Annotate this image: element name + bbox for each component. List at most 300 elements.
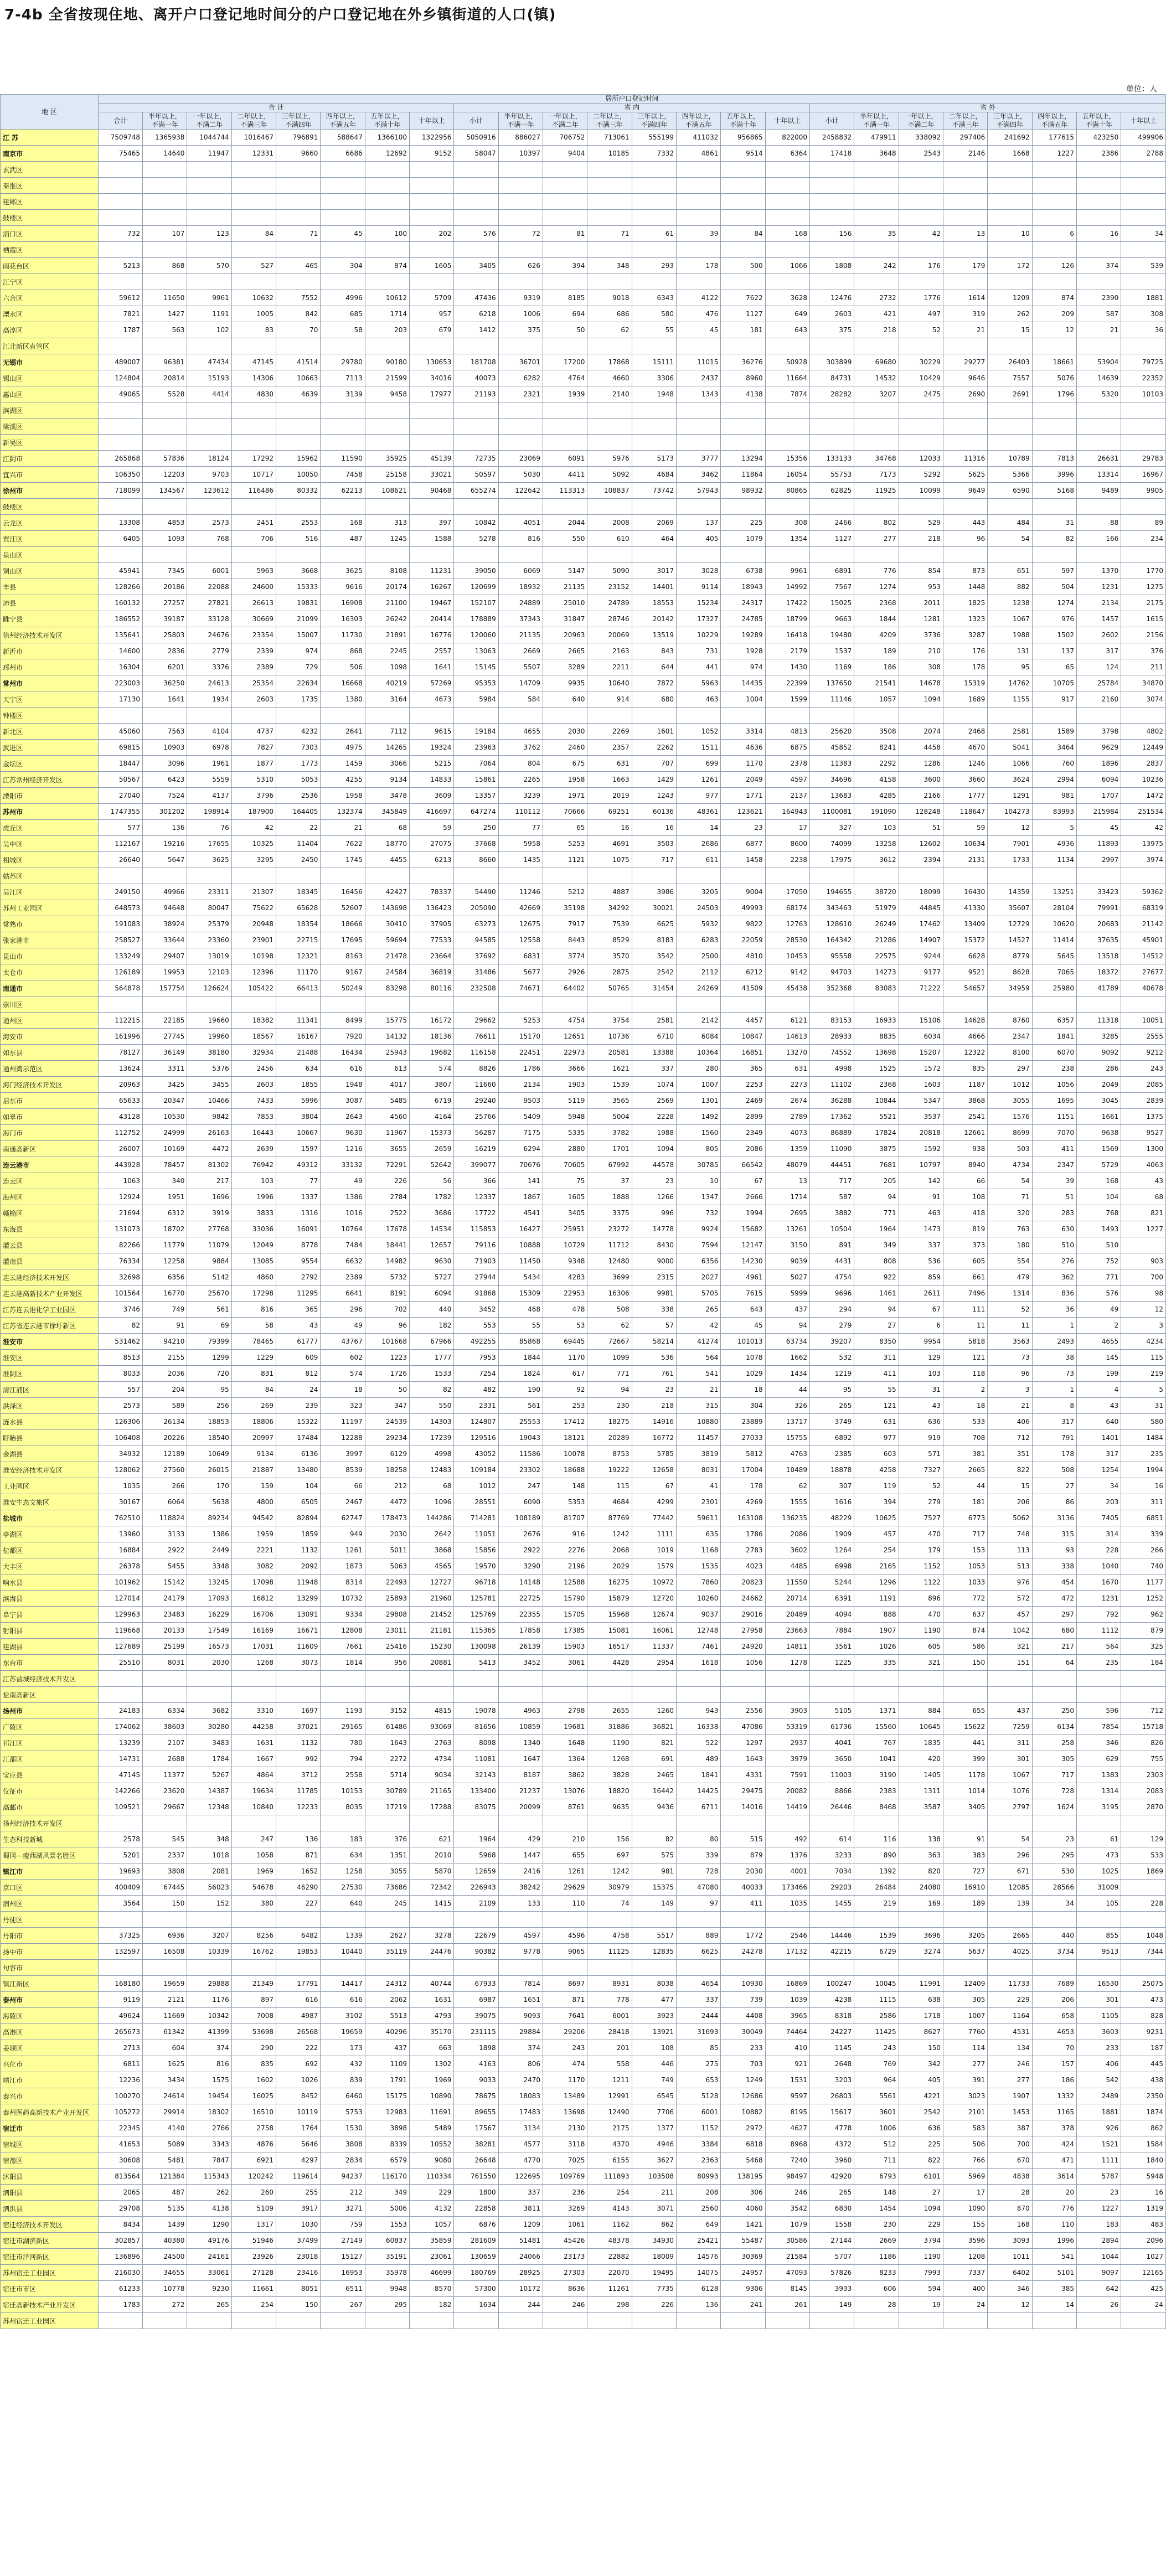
value-cell: 348 <box>187 1831 231 1847</box>
value-cell <box>231 194 276 210</box>
value-cell: 410 <box>765 2040 809 2056</box>
area-name: 响水县 <box>1 1574 99 1591</box>
value-cell: 2469 <box>721 1093 765 1109</box>
value-cell <box>410 997 454 1013</box>
value-cell: 45426 <box>543 2233 587 2249</box>
value-cell: 141 <box>498 1173 543 1189</box>
value-cell: 1168 <box>677 1542 721 1558</box>
value-cell: 239 <box>276 1398 321 1414</box>
value-cell: 28 <box>854 2297 899 2313</box>
area-name: 梁溪区 <box>1 419 99 435</box>
value-cell: 16510 <box>231 2104 276 2120</box>
value-cell: 8835 <box>854 1029 899 1045</box>
value-cell: 5434 <box>498 1269 543 1286</box>
table-row <box>1 467 1166 483</box>
value-cell: 17791 <box>276 1976 321 1992</box>
value-cell <box>1032 210 1076 226</box>
value-cell <box>410 435 454 451</box>
value-cell: 2175 <box>587 2120 632 2136</box>
value-cell: 1090 <box>943 2201 987 2217</box>
value-cell: 515 <box>721 1831 765 1847</box>
value-cell: 230 <box>854 2217 899 2233</box>
value-cell: 68 <box>410 1478 454 1494</box>
value-cell: 1873 <box>321 1558 365 1574</box>
value-cell: 17004 <box>721 1462 765 1478</box>
value-cell: 94703 <box>810 964 854 980</box>
value-cell: 21 <box>677 1382 721 1398</box>
value-cell <box>677 194 721 210</box>
value-cell: 24227 <box>810 2024 854 2040</box>
value-cell <box>988 194 1032 210</box>
value-cell <box>543 210 587 226</box>
table-row <box>1 643 1166 659</box>
value-cell: 86 <box>1032 1494 1076 1510</box>
value-cell: 1347 <box>677 1189 721 1205</box>
value-cell: 45 <box>721 1318 765 1334</box>
value-cell: 886027 <box>498 130 543 146</box>
value-cell: 1439 <box>143 2217 187 2233</box>
area-name: 淮安市 <box>1 1334 99 1350</box>
value-cell <box>143 2313 187 2329</box>
area-name: 靖江市 <box>1 2072 99 2088</box>
value-cell <box>1121 1687 1166 1703</box>
value-cell: 19480 <box>810 627 854 643</box>
value-cell <box>587 1815 632 1831</box>
value-cell: 67966 <box>410 1334 454 1350</box>
value-cell: 4754 <box>810 1269 854 1286</box>
value-cell: 5 <box>1032 820 1076 836</box>
value-cell: 2112 <box>677 964 721 980</box>
value-cell: 18820 <box>587 1783 632 1799</box>
value-cell: 1162 <box>587 2217 632 2233</box>
value-cell: 218 <box>854 322 899 338</box>
value-cell: 1867 <box>498 1189 543 1205</box>
value-cell: 1859 <box>276 1526 321 1542</box>
value-cell: 7760 <box>943 2024 987 2040</box>
value-cell <box>1121 2313 1166 2329</box>
value-cell: 7173 <box>854 467 899 483</box>
value-cell: 1093 <box>143 531 187 547</box>
value-cell: 597 <box>1032 563 1076 579</box>
value-cell: 3686 <box>410 1205 454 1221</box>
value-cell: 3682 <box>187 1703 231 1719</box>
value-cell <box>231 162 276 178</box>
value-cell: 1191 <box>854 1591 899 1607</box>
value-cell <box>1032 419 1076 435</box>
value-cell: 5090 <box>587 563 632 579</box>
value-cell: 2536 <box>276 788 321 804</box>
value-cell: 14762 <box>988 675 1032 691</box>
value-cell: 2315 <box>632 1269 676 1286</box>
value-cell: 768 <box>1076 1205 1121 1221</box>
value-cell: 10797 <box>899 1157 943 1173</box>
value-cell: 1366100 <box>365 130 409 146</box>
value-cell: 12490 <box>587 2104 632 2120</box>
area-name: 泰州医药高新技术产业开发区 <box>1 2104 99 2120</box>
value-cell: 3808 <box>321 2136 365 2152</box>
value-cell: 11779 <box>143 1237 187 1253</box>
value-cell: 919 <box>899 1430 943 1446</box>
value-cell: 3203 <box>810 2072 854 2088</box>
value-cell: 217 <box>1032 1639 1076 1655</box>
area-name: 盱眙县 <box>1 1430 99 1446</box>
value-cell: 1377 <box>632 2120 676 2136</box>
value-cell: 478 <box>543 1302 587 1318</box>
value-cell: 4414 <box>187 386 231 402</box>
value-cell: 184 <box>1121 1655 1166 1671</box>
value-cell: 42427 <box>365 884 409 900</box>
value-cell: 23 <box>632 1382 676 1398</box>
value-cell: 5485 <box>365 1093 409 1109</box>
value-cell: 17130 <box>98 691 142 708</box>
value-cell <box>498 178 543 194</box>
value-cell: 1624 <box>1032 1799 1076 1815</box>
value-cell: 13698 <box>854 1045 899 1061</box>
value-cell: 126189 <box>98 964 142 980</box>
value-cell: 2997 <box>1076 852 1121 868</box>
value-cell <box>988 242 1032 258</box>
value-cell: 44451 <box>810 1157 854 1173</box>
value-cell <box>1121 274 1166 290</box>
value-cell <box>721 274 765 290</box>
value-cell: 281609 <box>454 2233 498 2249</box>
value-cell: 38281 <box>454 2136 498 2152</box>
value-cell: 25416 <box>365 1639 409 1655</box>
value-cell: 236 <box>543 2185 587 2201</box>
value-cell: 6136 <box>276 1446 321 1462</box>
value-cell: 541 <box>677 1366 721 1382</box>
value-cell <box>231 997 276 1013</box>
value-cell: 16443 <box>231 1125 276 1141</box>
value-cell <box>765 338 809 354</box>
value-cell: 1969 <box>231 1863 276 1880</box>
table-row <box>1 595 1166 611</box>
value-cell: 352368 <box>810 980 854 997</box>
value-cell: 26648 <box>454 2152 498 2169</box>
value-cell: 5963 <box>677 675 721 691</box>
value-cell: 2836 <box>143 643 187 659</box>
value-cell: 3152 <box>365 1703 409 1719</box>
data-table <box>0 94 1166 2329</box>
value-cell: 297406 <box>943 130 987 146</box>
value-cell: 2011 <box>899 595 943 611</box>
value-cell <box>543 1815 587 1831</box>
value-cell: 2083 <box>1121 1783 1166 1799</box>
value-cell: 916 <box>543 1526 587 1542</box>
value-cell: 23963 <box>454 740 498 756</box>
value-cell <box>632 242 676 258</box>
value-cell: 1647 <box>498 1751 543 1767</box>
value-cell: 1602 <box>231 2072 276 2088</box>
value-cell: 584 <box>498 691 543 708</box>
value-cell: 56023 <box>187 1880 231 1896</box>
value-cell: 22575 <box>854 948 899 964</box>
value-cell: 17098 <box>231 1574 276 1591</box>
value-cell <box>231 1671 276 1687</box>
value-cell: 3650 <box>810 1751 854 1767</box>
value-cell: 9489 <box>1076 483 1121 499</box>
table-row <box>1 1558 1166 1574</box>
value-cell: 1909 <box>810 1526 854 1542</box>
value-cell: 10930 <box>721 1976 765 1992</box>
value-cell: 1747355 <box>98 804 142 820</box>
value-cell <box>854 1912 899 1928</box>
value-cell: 137 <box>1032 643 1076 659</box>
value-cell: 4813 <box>765 724 809 740</box>
value-cell: 1063 <box>98 1173 142 1189</box>
value-cell: 22352 <box>1121 370 1166 386</box>
value-cell: 179 <box>899 1542 943 1558</box>
value-cell: 206 <box>988 1494 1032 1510</box>
value-cell: 11967 <box>365 1125 409 1141</box>
value-cell: 10663 <box>276 370 321 386</box>
value-cell: 1286 <box>899 756 943 772</box>
value-cell: 4758 <box>587 1928 632 1944</box>
value-cell: 12396 <box>231 964 276 980</box>
sub-header: 一年以上，不满二年 <box>899 112 943 130</box>
value-cell: 1039 <box>765 1992 809 2008</box>
area-name: 连云港高新技术产业开发区 <box>1 1286 99 1302</box>
value-cell <box>1076 210 1121 226</box>
value-cell: 25553 <box>498 1414 543 1430</box>
value-cell: 20997 <box>231 1430 276 1446</box>
value-cell: 374 <box>1076 258 1121 274</box>
value-cell: 4001 <box>765 1863 809 1880</box>
value-cell: 29016 <box>721 1607 765 1623</box>
value-cell: 129963 <box>98 1607 142 1623</box>
value-cell: 1134 <box>1032 852 1076 868</box>
value-cell: 74464 <box>765 2024 809 2040</box>
value-cell: 4754 <box>543 1013 587 1029</box>
value-cell <box>943 419 987 435</box>
value-cell: 1152 <box>677 2120 721 2136</box>
value-cell: 78675 <box>454 2088 498 2104</box>
value-cell <box>1076 499 1121 515</box>
value-cell: 24 <box>943 2297 987 2313</box>
value-cell <box>988 274 1032 290</box>
value-cell: 2130 <box>543 2120 587 2136</box>
value-cell <box>677 1687 721 1703</box>
value-cell: 3 <box>1121 1318 1166 1334</box>
value-cell <box>498 1960 543 1976</box>
area-name: 云龙区 <box>1 515 99 531</box>
value-cell: 3118 <box>543 2136 587 2152</box>
value-cell: 61486 <box>365 1719 409 1735</box>
value-cell: 2228 <box>632 1109 676 1125</box>
value-cell: 10705 <box>1032 675 1076 691</box>
value-cell: 26613 <box>231 595 276 611</box>
value-cell: 39 <box>677 226 721 242</box>
value-cell: 122695 <box>498 2169 543 2185</box>
value-cell: 18372 <box>1076 964 1121 980</box>
value-cell <box>98 708 142 724</box>
value-cell: 2542 <box>899 2104 943 2120</box>
value-cell: 16338 <box>677 1719 721 1735</box>
value-cell: 61 <box>1076 1831 1121 1847</box>
value-cell: 20683 <box>1076 916 1121 932</box>
value-cell: 43767 <box>321 1334 365 1350</box>
value-cell <box>1121 210 1166 226</box>
value-cell: 266 <box>143 1478 187 1494</box>
value-cell: 6875 <box>765 740 809 756</box>
value-cell: 24789 <box>587 595 632 611</box>
value-cell: 820 <box>899 1863 943 1880</box>
value-cell: 7405 <box>1076 1510 1121 1526</box>
value-cell: 1392 <box>854 1863 899 1880</box>
value-cell: 14075 <box>677 2265 721 2281</box>
value-cell: 512 <box>854 2136 899 2152</box>
value-cell: 1044 <box>1076 2249 1121 2265</box>
area-name: 江北新区直管区 <box>1 338 99 354</box>
value-cell: 2926 <box>543 964 587 980</box>
area-name: 新北区 <box>1 724 99 740</box>
value-cell: 2092 <box>276 1558 321 1574</box>
value-cell: 4802 <box>1121 724 1166 740</box>
value-cell: 23663 <box>765 1623 809 1639</box>
value-cell: 180 <box>988 1237 1032 1253</box>
value-cell: 446 <box>632 2056 676 2072</box>
value-cell: 2922 <box>143 1542 187 1558</box>
value-cell: 25784 <box>1076 675 1121 691</box>
value-cell: 81707 <box>543 1510 587 1526</box>
value-cell: 536 <box>632 1350 676 1366</box>
value-cell: 17 <box>765 820 809 836</box>
value-cell: 8697 <box>543 1976 587 1992</box>
value-cell: 2665 <box>543 643 587 659</box>
value-cell: 12258 <box>143 1253 187 1269</box>
value-cell: 3919 <box>187 1205 231 1221</box>
value-cell: 73 <box>1032 1366 1076 1382</box>
value-cell: 1453 <box>988 2104 1032 2120</box>
value-cell: 812 <box>276 1366 321 1382</box>
value-cell: 277 <box>854 531 899 547</box>
value-cell: 4597 <box>498 1928 543 1944</box>
value-cell <box>321 1671 365 1687</box>
value-cell <box>498 499 543 515</box>
value-cell <box>632 435 676 451</box>
value-cell: 4653 <box>1032 2024 1076 2040</box>
value-cell: 18661 <box>1032 354 1076 370</box>
value-cell: 4860 <box>231 1269 276 1286</box>
table-row <box>1 980 1166 997</box>
value-cell <box>321 1687 365 1703</box>
value-cell: 1958 <box>321 788 365 804</box>
value-cell: 2458832 <box>810 130 854 146</box>
value-cell: 67445 <box>143 1880 187 1896</box>
value-cell: 1193 <box>321 1703 365 1719</box>
value-cell: 346 <box>1076 1735 1121 1751</box>
value-cell: 308 <box>765 515 809 531</box>
value-cell: 655274 <box>454 483 498 499</box>
table-row <box>1 1591 1166 1607</box>
value-cell <box>765 210 809 226</box>
value-cell <box>943 162 987 178</box>
table-row <box>1 1831 1166 1847</box>
area-name: 南通市 <box>1 980 99 997</box>
value-cell <box>1076 242 1121 258</box>
value-cell: 4472 <box>187 1141 231 1157</box>
value-cell <box>899 274 943 290</box>
value-cell: 36 <box>1121 322 1166 338</box>
value-cell: 1376 <box>765 1847 809 1863</box>
value-cell: 6590 <box>988 483 1032 499</box>
value-cell: 26640 <box>98 852 142 868</box>
value-cell: 387 <box>988 2120 1032 2136</box>
value-cell: 4104 <box>187 724 231 740</box>
value-cell: 3625 <box>321 563 365 579</box>
value-cell <box>632 178 676 194</box>
value-cell: 15170 <box>498 1029 543 1045</box>
value-cell: 1771 <box>721 788 765 804</box>
table-row <box>1 1719 1166 1735</box>
value-cell <box>454 1960 498 1976</box>
value-cell: 5753 <box>321 2104 365 2120</box>
value-cell: 62747 <box>321 1510 365 1526</box>
value-cell: 2030 <box>187 1655 231 1671</box>
value-cell: 272 <box>143 2297 187 2313</box>
value-cell: 101564 <box>98 1286 142 1302</box>
value-cell: 7853 <box>231 1109 276 1125</box>
value-cell: 16172 <box>410 1013 454 1029</box>
value-cell <box>1121 708 1166 724</box>
value-cell: 1531 <box>765 2072 809 2088</box>
value-cell: 2665 <box>943 1462 987 1478</box>
value-cell: 305 <box>943 1992 987 2008</box>
value-cell: 1079 <box>765 2217 809 2233</box>
value-cell: 23901 <box>231 932 276 948</box>
value-cell <box>98 338 142 354</box>
value-cell: 1337 <box>276 1189 321 1205</box>
value-cell <box>988 435 1032 451</box>
value-cell <box>810 162 854 178</box>
value-cell: 222 <box>276 2040 321 2056</box>
value-cell: 10119 <box>276 2104 321 2120</box>
value-cell: 1521 <box>1076 2136 1121 2152</box>
value-cell: 29165 <box>321 1719 365 1735</box>
value-cell: 21960 <box>410 1591 454 1607</box>
value-cell: 15 <box>988 322 1032 338</box>
value-cell: 14532 <box>854 370 899 386</box>
value-cell: 7337 <box>943 2265 987 2281</box>
value-cell: 57943 <box>677 483 721 499</box>
value-cell: 3974 <box>1121 852 1166 868</box>
value-cell: 411 <box>854 1366 899 1382</box>
value-cell <box>677 210 721 226</box>
value-cell: 343463 <box>810 900 854 916</box>
value-cell: 3782 <box>587 1125 632 1141</box>
value-cell: 24161 <box>187 2249 231 2265</box>
value-cell <box>1121 194 1166 210</box>
value-cell: 1511 <box>677 740 721 756</box>
value-cell: 112752 <box>98 1125 142 1141</box>
value-cell <box>543 1687 587 1703</box>
value-cell: 3503 <box>632 836 676 852</box>
value-cell: 1458 <box>721 852 765 868</box>
value-cell: 11102 <box>810 1077 854 1093</box>
value-cell: 53 <box>543 1318 587 1334</box>
value-cell: 11170 <box>276 964 321 980</box>
value-cell: 178 <box>677 258 721 274</box>
value-cell: 304 <box>321 258 365 274</box>
value-cell: 21452 <box>410 1607 454 1623</box>
value-cell: 10634 <box>943 836 987 852</box>
value-cell <box>587 162 632 178</box>
value-cell <box>410 1687 454 1703</box>
area-name: 浦口区 <box>1 226 99 242</box>
value-cell: 504 <box>1032 579 1076 595</box>
table-row <box>1 402 1166 419</box>
value-cell <box>587 499 632 515</box>
